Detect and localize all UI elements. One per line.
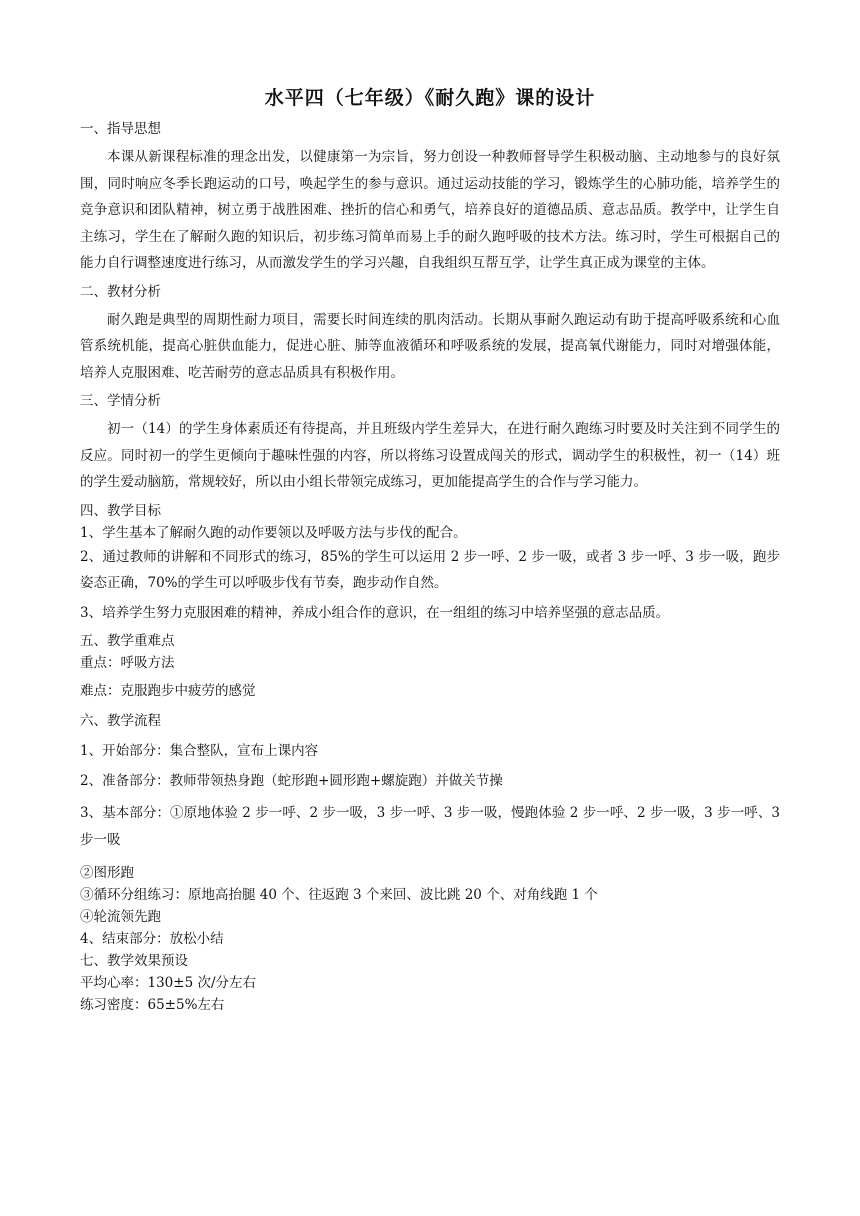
paragraph-student-analysis: 初一（14）的学生身体素质还有待提高，并且班级内学生差异大，在进行耐久跑练习时要及时关注到不同学生的反应。同时初一的学生更倾向于趣味性强的内容，所以将练习设置成闯关的形式，调动学生的积极性，初一（14）班的学生爱动脑筋，常规较好，所以由小组长带领完成练习，更加能提高学生的合作与学习能力。: [80, 421, 780, 490]
goal-item: 3、培养学生努力克服困难的精神，养成小组合作的意识，在一组组的练习中培养坚强的意志品质。: [80, 604, 670, 621]
process-item: 2、准备部分：教师带领热身跑（蛇形跑+圆形跑+螺旋跑）并做关节操: [80, 772, 503, 789]
goal-item: 2、通过教师的讲解和不同形式的练习，85%的学生可以运用 2 步一呼、2 步一吸，或者 3 步一呼、3 步一吸，跑步姿态正确，70%的学生可以呼吸步伐有节奏，跑步动作自然。: [80, 548, 780, 591]
section-heading-guiding-thought: 一、指导思想: [80, 121, 161, 137]
difficulty-point: 难点：克服跑步中疲劳的感觉: [80, 682, 256, 699]
heart-rate: 平均心率：130±5 次/分左右: [80, 974, 257, 991]
document-title: 水平四（七年级）《耐久跑》课的设计: [264, 87, 596, 109]
exercise-density: 练习密度：65±5%左右: [80, 996, 225, 1013]
process-item: ④轮流领先跑: [80, 908, 161, 925]
goal-item: 1、学生基本了解耐久跑的动作要领以及呼吸方法与步伐的配合。: [80, 524, 467, 541]
section-heading-student-analysis: 三、学情分析: [80, 393, 161, 409]
process-item: 3、基本部分：①原地体验 2 步一呼、2 步一吸，3 步一呼、3 步一吸，慢跑体验 2 步一呼、2 步一吸，3 步一呼、3 步一吸: [80, 804, 780, 848]
section-heading-teaching-goals: 四、教学目标: [80, 502, 161, 519]
paragraph-material-analysis: 耐久跑是典型的周期性耐力项目，需要长时间连续的肌肉活动。长期从事耐久跑运动有助于提高呼吸系统和心血管系统机能，提高心脏供血能力，促进心脏、肺等血液循环和呼吸系统的发展，提高氧代谢能力，同时对增强体能，培养人克服困难、吃苦耐劳的意志品质具有积极作用。: [80, 311, 780, 381]
section-heading-key-points: 五、教学重难点: [80, 632, 175, 649]
paragraph-guiding-thought: 本课从新课程标准的理念出发，以健康第一为宗旨，努力创设一种教师督导学生积极动脑、主动地参与的良好氛围，同时响应冬季长跑运动的口号，唤起学生的参与意识。通过运动技能的学习，锻炼学生的心肺功能，培养学生的竞争意识和团队精神，树立勇于战胜困难、挫折的信心和勇气，培养良好的道德品质、意志品质。教学中，让学生自主练习，学生在了解耐久跑的知识后，初步练习简单而易上手的耐久跑呼吸的技术方法。练习时，学生可根据自己的能力自行调整速度进行练习，从而激发学生的学习兴趣，自我组织互帮互学，让学生真正成为课堂的主体。: [80, 149, 780, 271]
document-page: [80, 84, 780, 1016]
process-item: 4、结束部分：放松小结: [80, 930, 224, 947]
section-heading-teaching-process: 六、教学流程: [80, 712, 161, 729]
process-item: ③循环分组练习：原地高抬腿 40 个、往返跑 3 个来回、波比跳 20 个、对角线跑 1 个: [80, 886, 598, 903]
section-heading-material-analysis: 二、教材分析: [80, 283, 161, 300]
key-point: 重点：呼吸方法: [80, 654, 175, 671]
process-item: 1、开始部分：集合整队，宣布上课内容: [80, 742, 319, 759]
process-item: ②图形跑: [80, 864, 134, 881]
section-heading-expected-effect: 七、教学效果预设: [80, 952, 188, 969]
